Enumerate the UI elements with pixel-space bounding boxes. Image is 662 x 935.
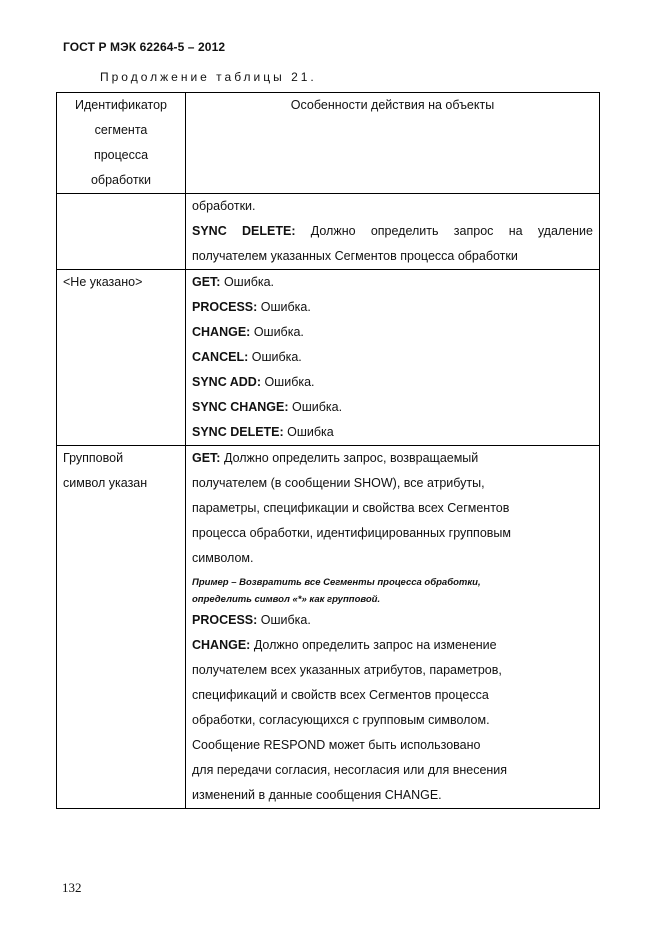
- features-cell: [186, 270, 600, 446]
- identifier-line: символ указан: [63, 476, 148, 490]
- feature-line: [192, 219, 593, 244]
- feature-line: [192, 295, 593, 320]
- feature-line: [192, 345, 593, 370]
- identifier-cell: [57, 270, 186, 446]
- feature-text: обработки.: [192, 199, 256, 213]
- table-continuation-caption: Продолжение таблицы 21.: [100, 70, 317, 84]
- feature-text: Ошибка.: [288, 400, 343, 414]
- header-identifier-line: Идентификатор: [74, 98, 168, 112]
- table-body: [57, 194, 600, 809]
- feature-text: Ошибка.: [248, 350, 302, 364]
- feature-text: получателем указанных Сегментов процесса обработки: [192, 249, 518, 263]
- features-cell: [186, 446, 600, 809]
- segment-actions-table: [56, 92, 600, 809]
- feature-line: [192, 471, 593, 496]
- identifier-line: <Не указано>: [63, 275, 143, 289]
- feature-line: [192, 783, 593, 808]
- action-keyword: SYNC ADD:: [192, 375, 261, 389]
- feature-text: изменений в данные сообщения CHANGE.: [192, 788, 442, 802]
- feature-line: [192, 708, 593, 733]
- table-header-row: [57, 93, 600, 194]
- feature-line: [192, 395, 593, 420]
- feature-text: Ошибка.: [220, 275, 275, 289]
- feature-text: получателем (в сообщении SHOW), все атрибуты,: [192, 476, 485, 490]
- feature-text: Ошибка.: [257, 613, 311, 627]
- example-note: Пример – Возвратить все Сегменты процесса обработки,: [192, 577, 481, 588]
- action-keyword: SYNC DELETE:: [192, 224, 296, 238]
- header-features-cell: Особенности действия на объекты: [186, 93, 600, 194]
- header-identifier-line: сегмента: [94, 123, 148, 137]
- feature-line: [192, 194, 593, 219]
- action-keyword: PROCESS:: [192, 613, 258, 627]
- action-keyword: CANCEL:: [192, 350, 249, 364]
- feature-text: Должно определить запрос на удаление: [295, 224, 593, 238]
- header-identifier-line: процесса: [93, 148, 149, 162]
- example-note: определить символ «*» как групповой.: [192, 594, 381, 605]
- feature-line: [192, 758, 593, 783]
- feature-line: [192, 521, 593, 546]
- feature-text: Ошибка.: [250, 325, 304, 339]
- feature-text: спецификаций и свойств всех Сегментов процесса: [192, 688, 489, 702]
- feature-text: Ошибка: [283, 425, 334, 439]
- feature-line: [192, 320, 593, 345]
- feature-text: получателем всех указанных атрибутов, параметров,: [192, 663, 502, 677]
- action-keyword: CHANGE:: [192, 638, 251, 652]
- action-keyword: PROCESS:: [192, 300, 258, 314]
- identifier-cell: [57, 194, 186, 270]
- header-identifier-cell: [57, 93, 186, 194]
- identifier-cell: [57, 446, 186, 809]
- feature-line: [192, 370, 593, 395]
- features-cell: [186, 194, 600, 270]
- identifier-line: Групповой: [63, 451, 124, 465]
- feature-text: Сообщение RESPOND может быть использовано: [192, 738, 481, 752]
- feature-line: [192, 608, 593, 633]
- feature-line: [192, 244, 593, 269]
- feature-line: [192, 633, 593, 658]
- feature-text: параметры, спецификации и свойства всех Сегментов: [192, 501, 510, 515]
- feature-text: для передачи согласия, несогласия или для внесения: [192, 763, 508, 777]
- feature-line: [192, 446, 593, 471]
- table-row-unspecified: [57, 270, 600, 446]
- table-row-continuation: [57, 194, 600, 270]
- feature-text: процесса обработки, идентифицированных групповым: [192, 526, 511, 540]
- action-keyword: SYNC DELETE:: [192, 425, 284, 439]
- feature-line: [192, 546, 593, 571]
- document-header: ГОСТ Р МЭК 62264-5 – 2012: [63, 40, 226, 54]
- feature-text: Должно определить запрос, возвращаемый: [220, 451, 479, 465]
- feature-text: обработки, согласующихся с групповым символом.: [192, 713, 490, 727]
- header-identifier-line: обработки: [90, 173, 152, 187]
- feature-line: [192, 270, 593, 295]
- feature-text: символом.: [192, 551, 254, 565]
- action-keyword: GET:: [192, 275, 221, 289]
- action-keyword: SYNC CHANGE:: [192, 400, 289, 414]
- feature-text: Ошибка.: [260, 375, 315, 389]
- feature-line: [192, 496, 593, 521]
- feature-text: Ошибка.: [257, 300, 311, 314]
- feature-text: Должно определить запрос на изменение: [250, 638, 497, 652]
- feature-line: [192, 733, 593, 758]
- action-keyword: GET:: [192, 451, 221, 465]
- feature-line: [192, 683, 593, 708]
- table-row-wildcard: [57, 446, 600, 809]
- page-number: 132: [62, 880, 82, 895]
- feature-line: [192, 420, 593, 445]
- feature-line: [192, 658, 593, 683]
- action-keyword: CHANGE:: [192, 325, 251, 339]
